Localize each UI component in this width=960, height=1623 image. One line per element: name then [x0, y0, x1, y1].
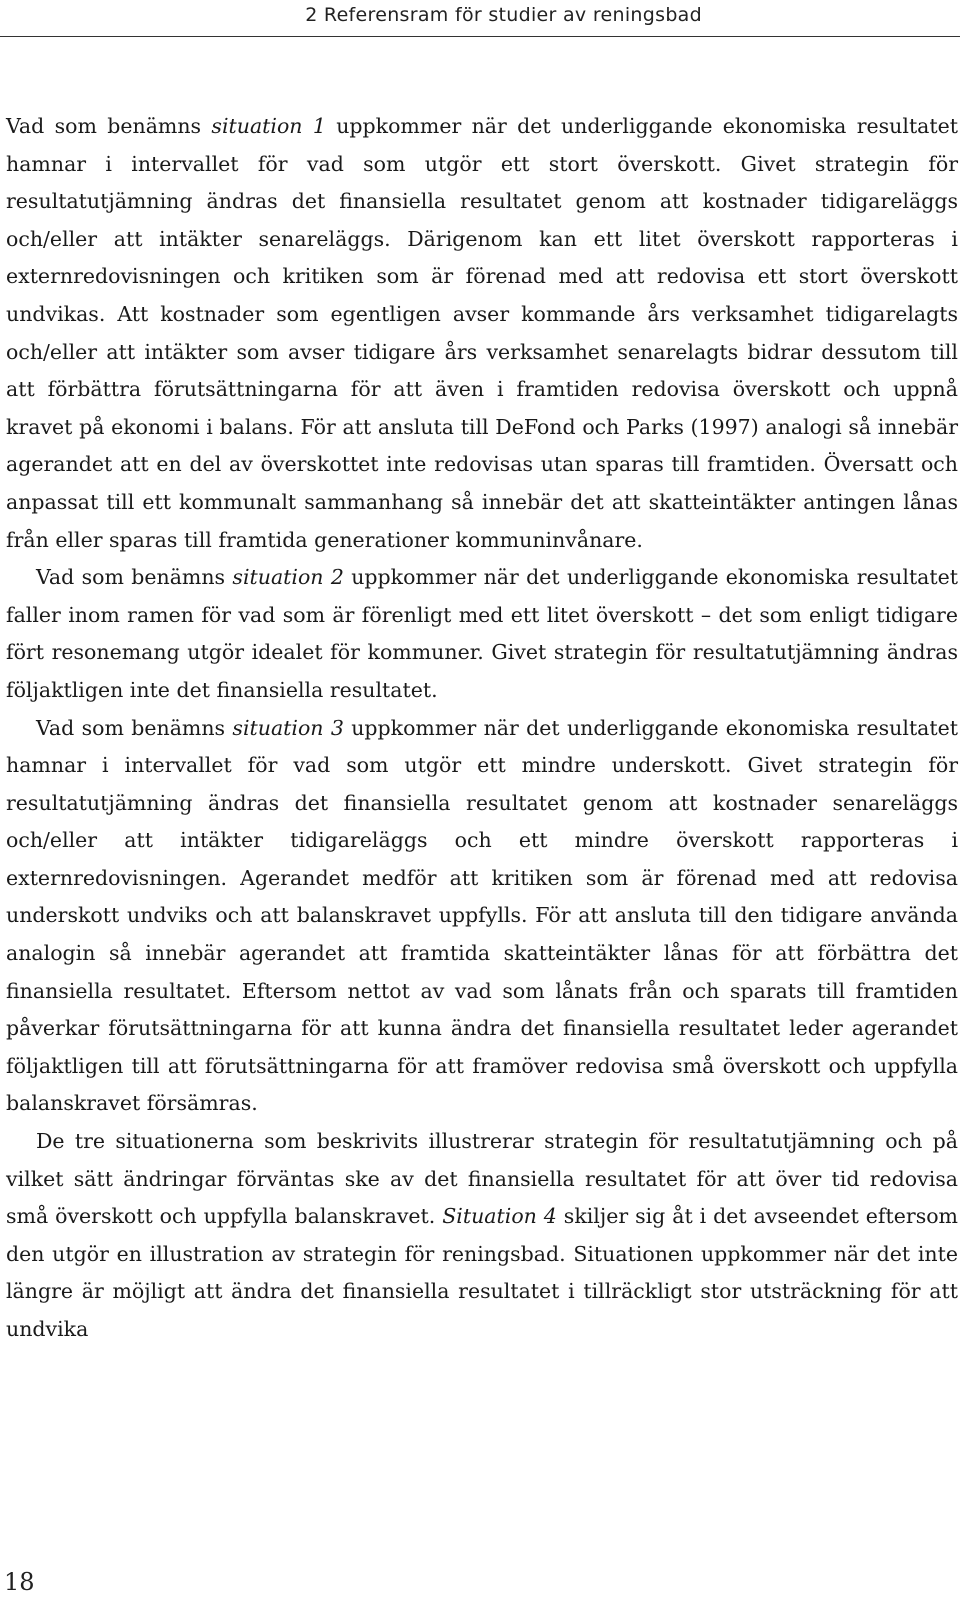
paragraph-text: uppkommer när det underliggande ekonomiska resultatet hamnar i intervallet för vad som utgör ett mindre underskott. Givet strategin för resultatutjämning ändras det finansiella resultatet genom att kostnader senareläggs och/eller att intäkter tidigareläggs och ett mindre överskott rapporteras i externredovisningen. Agerandet medför att kritiken som är förenad med att redovisa underskott undviks och att balanskravet uppfylls. För att ansluta till den tidigare använda analogin så innebär agerandet att framtida skatteintäkter lånas för att förbättra det finansiella resultatet. Eftersom nettot av vad som lånats från och sparats till framtiden påverkar förutsättningarna för att kunna ändra det finansiella resultatet leder agerandet följaktligen till att förutsättningarna för att framöver redovisa små överskott och uppfylla balanskravet försämras. [6, 715, 959, 1116]
paragraph-situation-1 [6, 108, 958, 559]
situation-term: situation 1 [211, 114, 326, 138]
paragraph-lead: De tre situationerna som beskrivits illustrerar strategin för resultatutjämning och på vilket sätt ändringar förväntas ske av det finansiella resultatet för att över tid redovisa små överskott och uppfylla balanskravet. [6, 1129, 958, 1229]
paragraph-situation-2 [6, 559, 958, 709]
paragraph-lead: Vad som benämns [36, 565, 233, 590]
situation-term: situation 3 [232, 715, 344, 740]
paragraph-situation-3 [6, 710, 958, 1124]
running-header [0, 0, 960, 37]
paragraph-lead: Vad som benämns [6, 114, 212, 138]
paragraph-situation-4 [6, 1123, 958, 1349]
paragraph-text: uppkommer när det underliggande ekonomiska resultatet faller inom ramen för vad som är förenligt med ett litet överskott – det som enligt tidigare fört resonemang utgör idealet för kommuner. Givet strategin för resultatutjämning ändras följaktligen inte det finansiella resultatet. [6, 565, 959, 702]
running-title: 2 Referensram för studier av reningsbad [305, 4, 702, 26]
situation-term: Situation 4 [442, 1204, 557, 1229]
paragraph-text: uppkommer när det underliggande ekonomiska resultatet hamnar i intervallet för vad som utgör ett stort överskott. Givet strategin för resultatutjämning ändras det finansiella resultatet genom att kostnader tidigareläggs och/eller att intäkter senareläggs. Därigenom kan ett litet överskott rapporteras i externredovisningen och kritiken som är förenad med att redovisa ett stort överskott undvikas. Att kostnader som egentligen avser kommande års verksamhet tidigarelagts och/eller att intäkter som avser tidigare års verksamhet senarelagts bidrar dessutom till att förbättra förutsättningarna för att även i framtiden redovisa överskott och uppnå kravet på ekonomi i balans. För att ansluta till DeFond och Parks (1997) analogi så innebär agerandet att en del av överskottet inte redovisas utan sparas till framtiden. Översatt och anpassat till ett kommunalt sammanhang så innebär det att skatteintäkter antingen lånas från eller sparas till framtida generationer kommuninvånare. [6, 114, 959, 552]
body-text [6, 108, 958, 1349]
paragraph-lead: Vad som benämns [36, 715, 233, 740]
paragraph-text: skiljer sig åt i det avseendet eftersom den utgör en illustration av strategin för reningsbad. Situationen uppkommer när det inte längre är möjligt att ändra det finansiella resultatet i tillräckligt stor utsträckning för att undvika [6, 1204, 958, 1341]
page-number: 18 [4, 1568, 35, 1596]
situation-term: situation 2 [232, 565, 344, 590]
